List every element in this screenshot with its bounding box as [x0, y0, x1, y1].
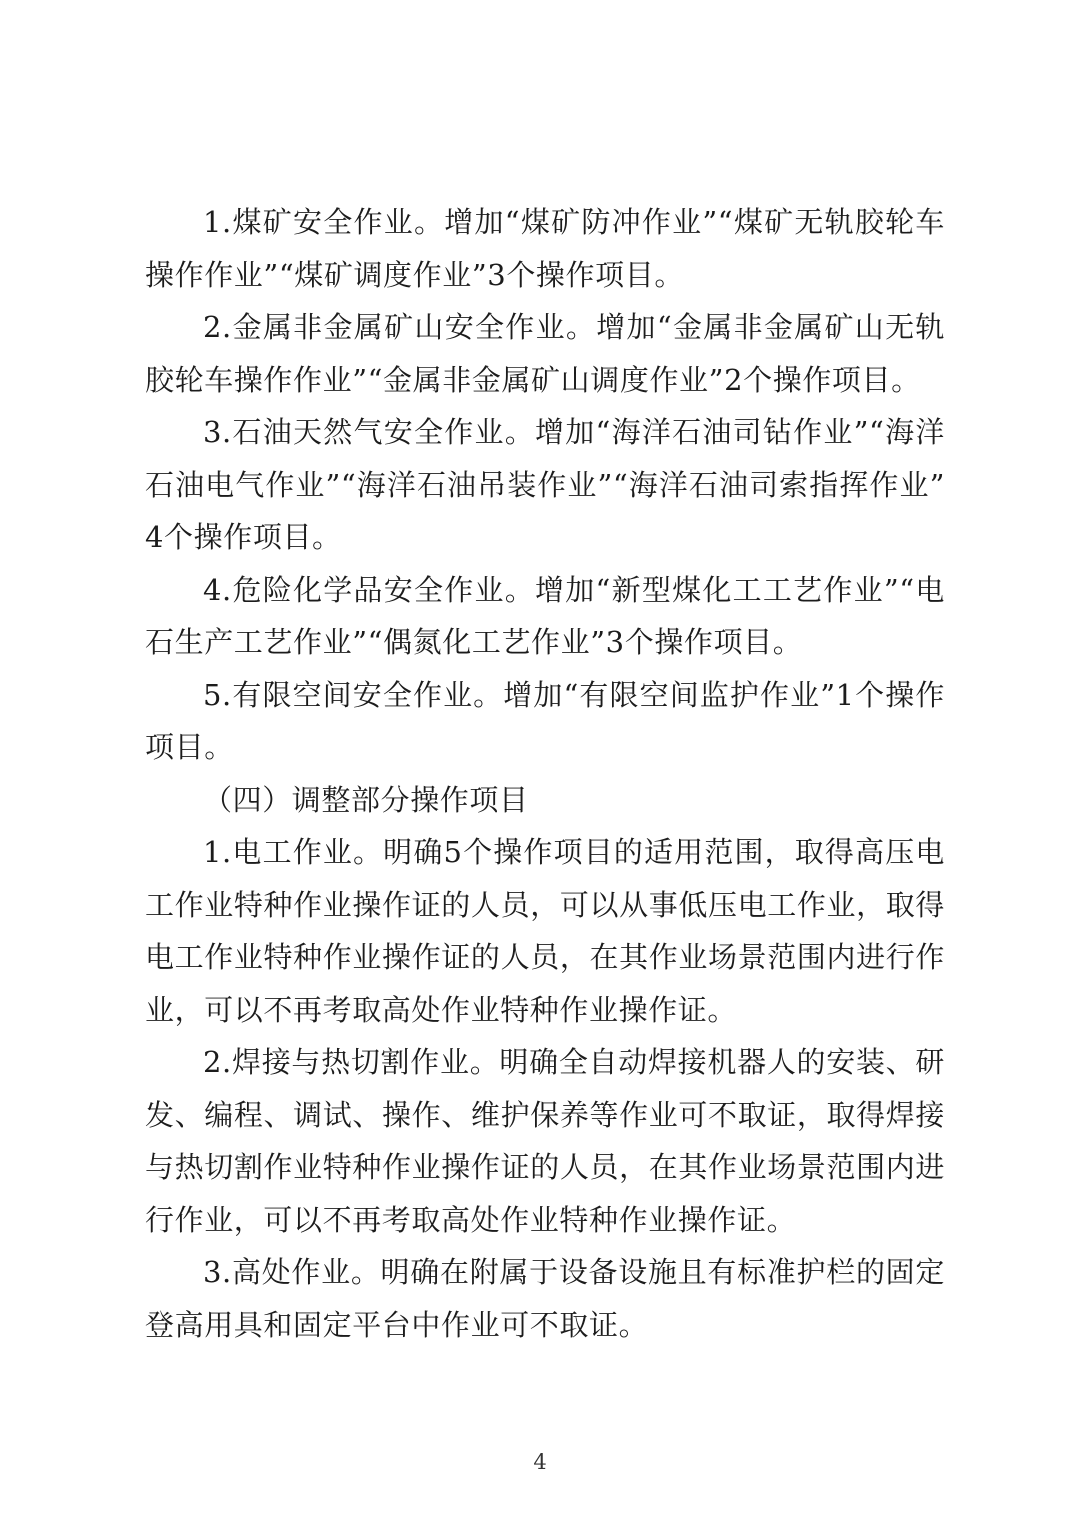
paragraph-confined-space: 5.有限空间安全作业。增加“有限空间监护作业”1个操作项目。 — [145, 677, 945, 764]
page-number: 4 — [533, 1450, 547, 1474]
paragraph-work-at-height: 3.高处作业。明确在附属于设备设施且有标准护栏的固定登高用具和固定平台中作业可不取证。 — [145, 1255, 945, 1342]
paragraph-hazardous-chemicals: 4.危险化学品安全作业。增加“新型煤化工工艺作业”“电石生产工艺作业”“偶氮化工艺作业”3个操作项目。 — [145, 572, 945, 659]
paragraph-metal-mine: 2.金属非金属矿山安全作业。增加“金属非金属矿山无轨胶轮车操作作业”“金属非金属矿山调度作业”2个操作项目。 — [145, 310, 945, 397]
paragraph-electrical-work: 1.电工作业。明确5个操作项目的适用范围，取得高压电工作业特种作业操作证的人员，可以从事低压电工作业，取得电工作业特种作业操作证的人员，在其作业场景范围内进行作业，可以不再考取高处作业特种作业操作证。 — [145, 835, 945, 1027]
paragraph-coal-mine: 1.煤矿安全作业。增加“煤矿防冲作业”“煤矿无轨胶轮车操作作业”“煤矿调度作业”3个操作项目。 — [145, 205, 945, 292]
document-body — [145, 196, 945, 1351]
paragraph-oil-gas: 3.石油天然气安全作业。增加“海洋石油司钻作业”“海洋石油电气作业”“海洋石油吊装作业”“海洋石油司索指挥作业”4个操作项目。 — [145, 415, 945, 554]
section-heading: （四）调整部分操作项目 — [203, 782, 529, 817]
paragraph-welding-work: 2.焊接与热切割作业。明确全自动焊接机器人的安装、研发、编程、调试、操作、维护保养等作业可不取证，取得焊接与热切割作业特种作业操作证的人员，在其作业场景范围内进行作业，可以不再考取高处作业特种作业操作证。 — [145, 1045, 945, 1237]
